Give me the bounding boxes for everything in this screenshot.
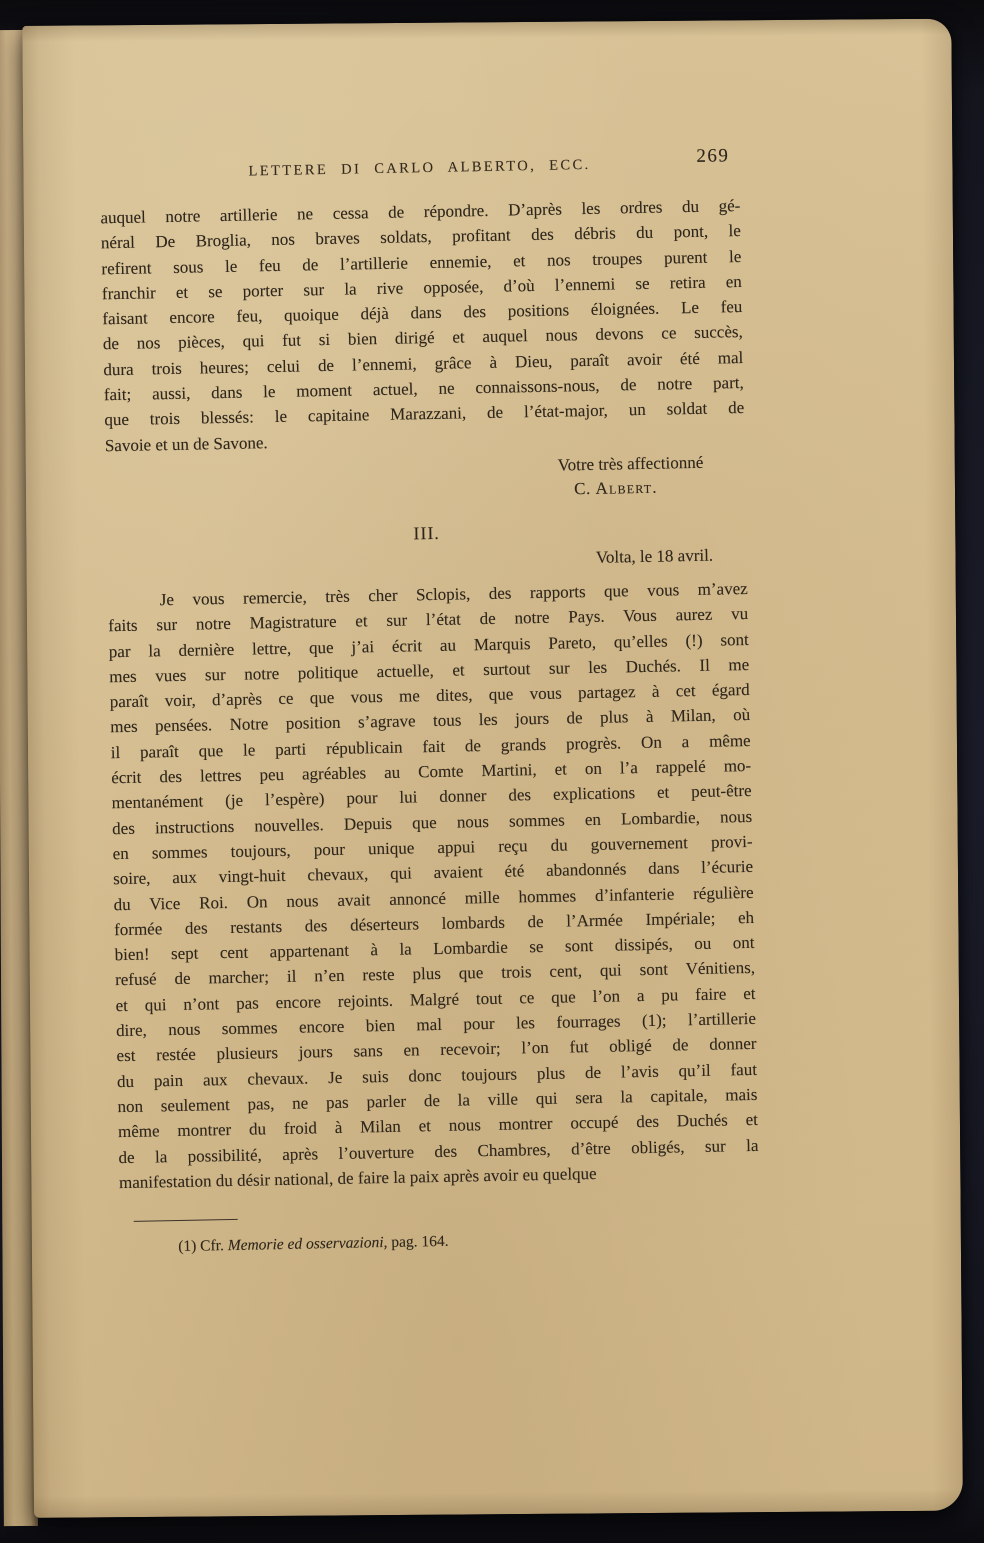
page-content <box>99 145 760 1260</box>
text-line: du pain aux chevaux. Je suis donc toujours plus de l’avis qu’il faut <box>116 1059 758 1091</box>
text-line: franchir et se porter sur la rive opposée, d’où l’ennemi se retira en <box>101 271 742 304</box>
text-line: auquel notre artillerie ne cessa de répondre. D’après les ordres du gé- <box>100 196 741 228</box>
text-line: refirent sous le feu de l’artillerie ennemie, et nos troupes purent le <box>101 246 742 278</box>
text-line: mes vues sur notre politique actuelle, et surtout sur les Duchés. Il me <box>109 654 750 687</box>
text-line: et qui n’ont pas encore rejoints. Malgré tout ce que l’on a pu faire et <box>115 983 756 1015</box>
text-line: soire, aux vingt-huit chevaux, qui avaient été abandonnés dans l’écurie <box>112 857 754 889</box>
text-line: écrit des lettres peu agréables au Comte Martini, et on l’a rappelé mo- <box>111 755 752 788</box>
text-line: de la possibilité, après l’ouverture des Chambres, d’être obligés, sur la <box>118 1135 759 1167</box>
text-line: de nos pièces, qui fut si bien dirigé et auquel nous devons ce succès, <box>102 322 743 354</box>
footnote-marker: (1) Cfr. <box>178 1237 228 1256</box>
text-line: même montrer du froid à Milan et nous montrer occupé des Duchés et <box>117 1110 759 1142</box>
signature-initial: C. <box>574 478 596 499</box>
text-line: du Vice Roi. On nous avait annoncé mille hommes d’infanterie régulière <box>113 882 754 914</box>
text-line: non seulement pas, ne pas parler de la ville qui sera la capitale, mais <box>117 1084 758 1117</box>
running-header <box>99 145 739 187</box>
text-line: formée des restants des déserteurs lombards de l’Armée Impériale; eh <box>113 907 755 940</box>
running-header-title: LETTERE DI CARLO ALBERTO, ECC. <box>248 156 591 180</box>
footnote <box>178 1224 760 1259</box>
text-line: dire, nous sommes encore bien mal pour les fourrages (1); l’artillerie <box>115 1008 757 1041</box>
valediction: Votre très affectionné <box>557 452 704 475</box>
letter-ii-body <box>100 193 745 458</box>
text-line: il paraît que le parti républicain fait de grands progrès. On a même <box>110 730 751 762</box>
text-line: refusé de marcher; il n’en reste plus que trois cent, qui sont Vénitiens, <box>114 958 756 990</box>
footnote-rule <box>134 1219 238 1222</box>
text-line: dura trois heures; celui de l’ennemi, grâce à Dieu, paraît avoir été mal <box>103 347 744 380</box>
text-line: est restée plusieurs jours sans en recevoir; l’on fut obligé de donner <box>116 1034 757 1066</box>
book-page <box>22 19 963 1518</box>
letter-iii-body <box>108 576 760 1195</box>
text-line: bien! sept cent appartenant à la Lombardie se sont dissipés, ou ont <box>114 933 755 965</box>
dateline: Volta, le 18 avril. <box>595 545 714 567</box>
text-line: mes pensées. Notre position s’agrave tous les jours de plus à Milan, où <box>110 705 751 737</box>
text-line: en sommes toujours, pour unique appui reçu du gouvernement provi- <box>112 831 753 864</box>
text-line: Savoie et un de Savone. <box>104 432 268 455</box>
text-line: faits sur notre Magistrature et sur l’état de notre Pays. Vous aurez vu <box>108 604 749 636</box>
section-heading: III. <box>413 522 441 544</box>
text-line: fait; aussi, dans le moment actuel, ne connaissons-nous, de notre part, <box>103 373 744 405</box>
text-line: par la dernière lettre, que j’ai écrit au Marquis Pareto, qu’elles (!) sont <box>108 629 749 661</box>
footnote-page-ref: pag. 164. <box>387 1232 449 1252</box>
text-line: néral De Broglia, nos braves soldats, profitant des débris du pont, le <box>100 221 742 253</box>
page-number: 269 <box>696 145 730 167</box>
text-line: que trois blessés: le capitaine Marazzani, de l’état-major, un soldat de <box>104 398 745 430</box>
text-line: paraît voir, d’après ce que vous me dites, que vous partagez à cet égard <box>109 680 750 712</box>
text-line: faisant encore feu, quoique déjà dans des positions éloignées. Le feu <box>102 297 743 329</box>
text-line: des instructions nouvelles. Depuis que nous sommes en Lombardie, nous <box>112 806 753 838</box>
signature-name: Albert. <box>595 477 658 498</box>
text-line: mentanément (je l’espère) pour lui donner des explications et peut-être <box>111 781 752 813</box>
text-line: manifestation du désir national, de faire la paix après avoir eu quelque <box>118 1163 597 1192</box>
footnote-work-title: Memorie ed osservazioni, <box>227 1234 388 1255</box>
text-line: Je vous remercie, très cher Sclopis, des rapports que vous m’avez <box>159 578 748 610</box>
